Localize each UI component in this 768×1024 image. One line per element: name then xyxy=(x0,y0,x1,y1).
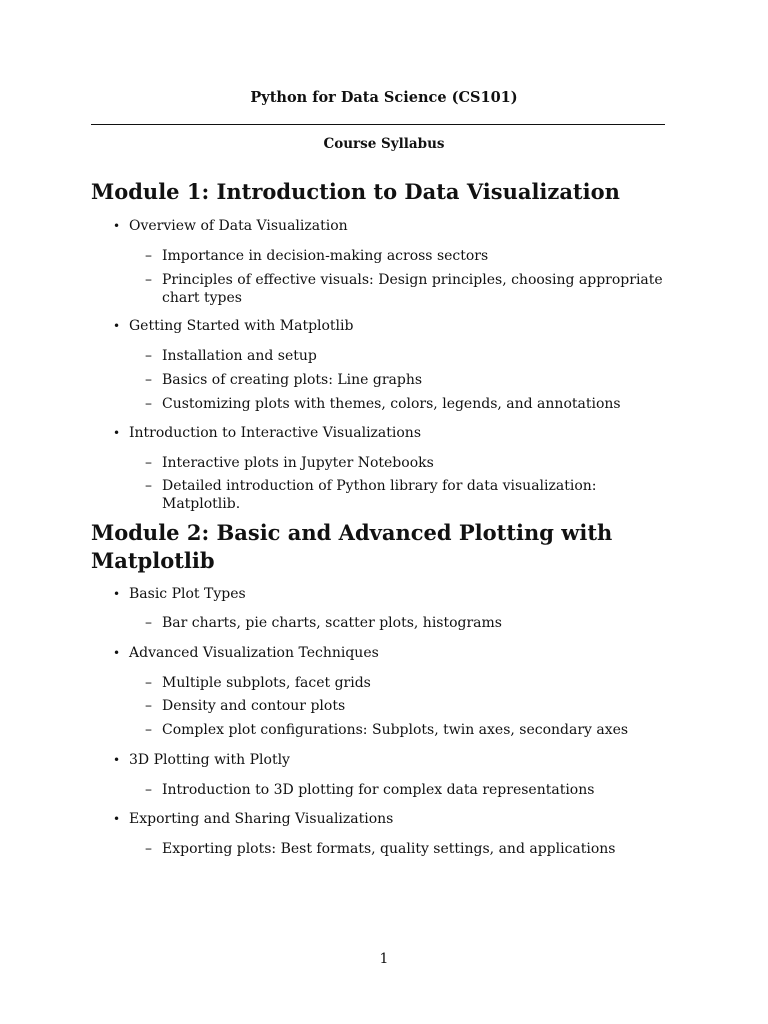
course-title: Python for Data Science (CS101) xyxy=(250,89,518,106)
bullet-icon: • xyxy=(113,219,121,233)
topic-item xyxy=(113,810,669,828)
subtopic-item xyxy=(145,697,668,715)
subtopic-label: Introduction to 3D plotting for complex data representations xyxy=(162,782,595,798)
bullet-icon: • xyxy=(113,319,121,333)
topic-label: Introduction to Interactive Visualizations xyxy=(129,425,422,441)
subtopic-item xyxy=(145,454,668,472)
subtopic-label: Detailed introduction of Python library for data visualization: Matplotlib. xyxy=(162,478,597,512)
topic-label: Exporting and Sharing Visualizations xyxy=(129,811,394,827)
topic-label: Advanced Visualization Techniques xyxy=(129,645,379,661)
dash-icon: – xyxy=(145,698,152,714)
subtopic-label: Principles of effective visuals: Design principles, choosing appropriate chart types xyxy=(162,272,663,306)
dash-icon: – xyxy=(145,396,152,412)
subtopic-label: Density and contour plots xyxy=(162,698,346,714)
dash-icon: – xyxy=(145,348,152,364)
subtopic-label: Bar charts, pie charts, scatter plots, histograms xyxy=(162,615,502,631)
subtopic-item xyxy=(145,674,668,692)
subtopic-label: Multiple subplots, facet grids xyxy=(162,675,371,691)
subtopic-label: Complex plot configurations: Subplots, twin axes, secondary axes xyxy=(162,722,629,738)
subtopic-item xyxy=(145,781,668,799)
dash-icon: – xyxy=(145,455,152,471)
subtopic-item xyxy=(145,840,668,858)
dash-icon: – xyxy=(145,478,152,494)
subtopic-item xyxy=(145,477,668,513)
dash-icon: – xyxy=(145,248,152,264)
topic-item xyxy=(113,644,669,662)
subtopic-label: Interactive plots in Jupyter Notebooks xyxy=(162,455,434,471)
topic-label: Getting Started with Matplotlib xyxy=(129,318,354,334)
topic-item xyxy=(113,317,669,335)
page-number: 1 xyxy=(379,951,389,967)
module-1-heading: Module 1: Introduction to Data Visualization xyxy=(91,179,620,204)
bullet-icon: • xyxy=(113,587,121,601)
topic-label: 3D Plotting with Plotly xyxy=(129,752,290,768)
topic-item xyxy=(113,585,669,603)
subtopic-item xyxy=(145,721,668,739)
bullet-icon: • xyxy=(113,426,121,440)
dash-icon: – xyxy=(145,372,152,388)
topic-label: Overview of Data Visualization xyxy=(129,218,348,234)
topic-item xyxy=(113,217,669,235)
dash-icon: – xyxy=(145,722,152,738)
subtopic-item xyxy=(145,371,668,389)
title-divider xyxy=(91,124,665,125)
subtopic-label: Installation and setup xyxy=(162,348,317,364)
bullet-icon: • xyxy=(113,753,121,767)
bullet-icon: • xyxy=(113,812,121,826)
dash-icon: – xyxy=(145,841,152,857)
bullet-icon: • xyxy=(113,646,121,660)
module-2-heading: Module 2: Basic and Advanced Plotting with Matplotlib xyxy=(91,520,613,573)
dash-icon: – xyxy=(145,782,152,798)
subtopic-item xyxy=(145,395,668,413)
subtopic-label: Exporting plots: Best formats, quality settings, and applications xyxy=(162,841,616,857)
dash-icon: – xyxy=(145,615,152,631)
topic-label: Basic Plot Types xyxy=(129,586,246,602)
subtopic-item xyxy=(145,247,668,265)
subtopic-label: Basics of creating plots: Line graphs xyxy=(162,372,423,388)
subtopic-label: Customizing plots with themes, colors, legends, and annotations xyxy=(162,396,621,412)
document-subtitle: Course Syllabus xyxy=(323,136,445,152)
topic-item xyxy=(113,751,669,769)
dash-icon: – xyxy=(145,675,152,691)
subtopic-item xyxy=(145,347,668,365)
dash-icon: – xyxy=(145,272,152,288)
subtopic-item xyxy=(145,614,668,632)
topic-item xyxy=(113,424,669,442)
subtopic-label: Importance in decision-making across sectors xyxy=(162,248,489,264)
subtopic-item xyxy=(145,271,668,307)
